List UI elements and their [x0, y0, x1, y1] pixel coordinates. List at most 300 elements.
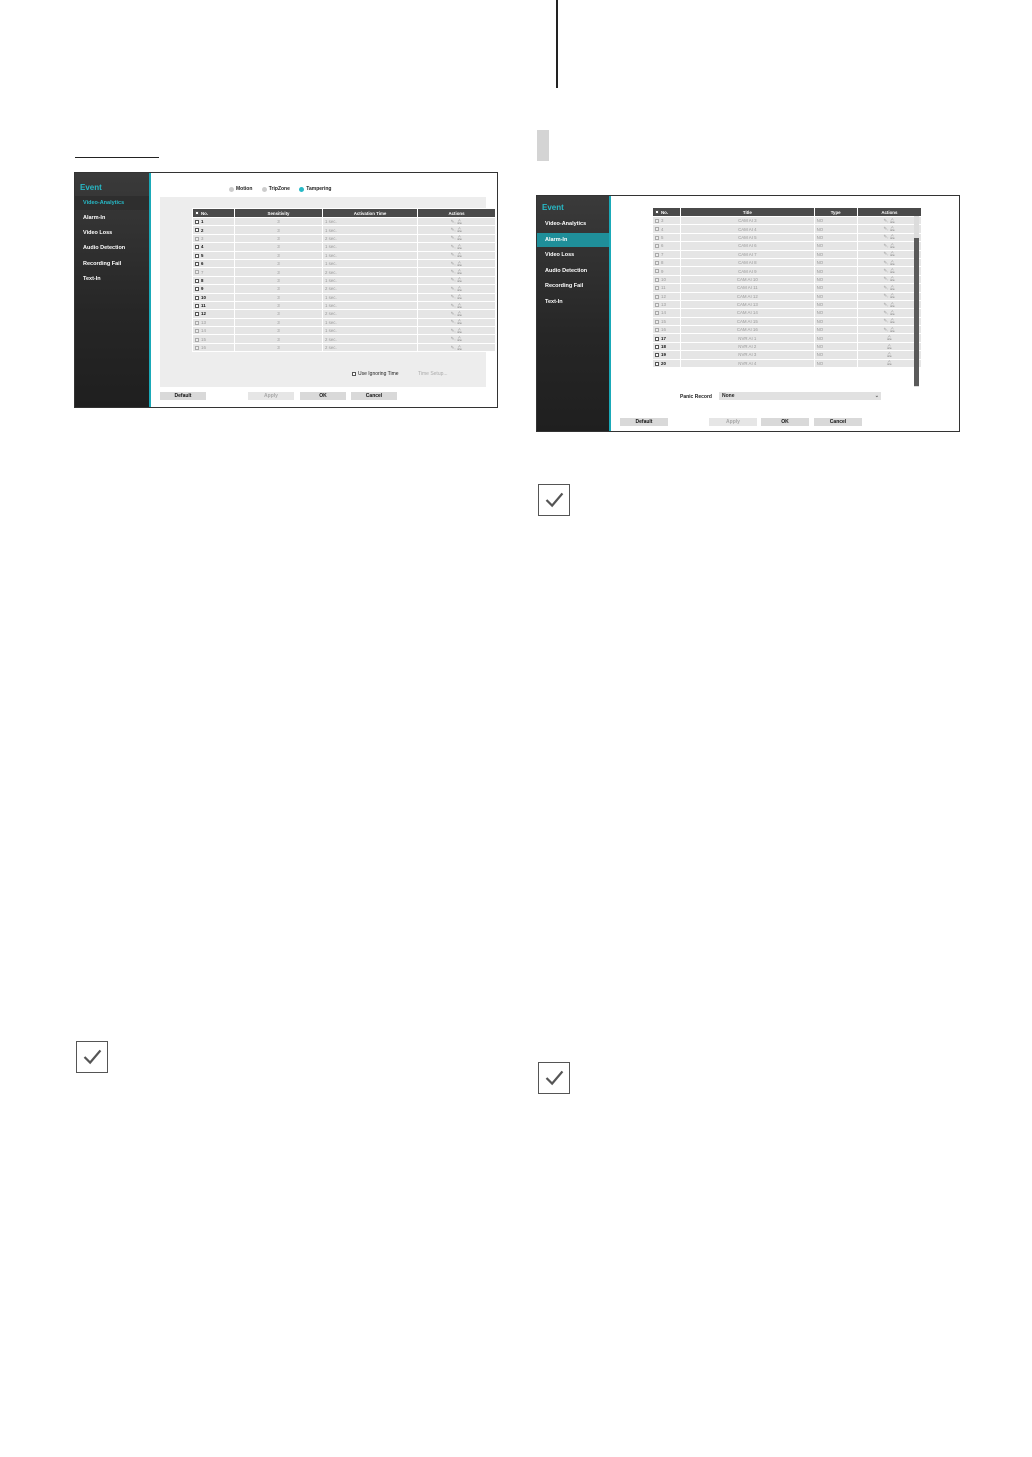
- bell-icon[interactable]: 🔔︎: [889, 309, 896, 315]
- activation-time-cell[interactable]: 2 sec.: [323, 343, 418, 351]
- row-number[interactable]: [193, 276, 235, 284]
- row-checkbox[interactable]: [195, 270, 199, 274]
- sensitivity-cell[interactable]: 3: [235, 301, 323, 309]
- bell-icon[interactable]: 🔔︎: [889, 326, 896, 332]
- row-checkbox[interactable]: [655, 362, 659, 366]
- actions-cell[interactable]: ✎, 🔔︎: [857, 233, 921, 241]
- actions-cell[interactable]: ✎, 🔔︎: [857, 217, 921, 225]
- edit-icon[interactable]: ✎: [883, 259, 888, 265]
- sidebar-item-video-loss[interactable]: Video Loss: [545, 252, 575, 258]
- actions-cell[interactable]: ✎, 🔔︎: [418, 285, 496, 293]
- bell-icon[interactable]: 🔔︎: [889, 268, 896, 274]
- ok-button[interactable]: OK: [761, 418, 809, 426]
- row-checkbox[interactable]: [195, 262, 199, 266]
- row-checkbox[interactable]: [655, 337, 659, 341]
- sensitivity-cell[interactable]: 3: [235, 218, 323, 226]
- edit-icon[interactable]: ✎: [883, 226, 888, 232]
- bell-icon[interactable]: 🔔︎: [456, 294, 463, 300]
- column-header-type[interactable]: Type: [814, 208, 857, 217]
- row-checkbox[interactable]: [195, 296, 199, 300]
- title-cell[interactable]: NVR AI 3: [681, 351, 814, 359]
- table-row[interactable]: [653, 309, 922, 317]
- row-checkbox[interactable]: [655, 353, 659, 357]
- row-checkbox[interactable]: [655, 320, 659, 324]
- sidebar-item-alarm-in[interactable]: Alarm-In: [83, 215, 106, 221]
- row-number[interactable]: [653, 317, 681, 325]
- sensitivity-cell[interactable]: 3: [235, 335, 323, 343]
- actions-cell[interactable]: ✎, 🔔︎: [857, 317, 921, 325]
- bell-icon[interactable]: 🔔︎: [456, 310, 463, 316]
- edit-icon[interactable]: ✎: [450, 327, 455, 333]
- apply-button[interactable]: Apply: [248, 392, 294, 400]
- edit-icon[interactable]: ✎: [883, 326, 888, 332]
- row-number[interactable]: [193, 293, 235, 301]
- actions-cell[interactable]: ✎, 🔔︎: [857, 275, 921, 283]
- type-cell[interactable]: NO: [814, 275, 857, 283]
- bell-icon[interactable]: 🔔︎: [456, 336, 463, 342]
- use-ignoring-time-option[interactable]: [352, 371, 399, 377]
- actions-cell[interactable]: ✎, 🔔︎: [418, 301, 496, 309]
- row-number[interactable]: [193, 327, 235, 335]
- bell-icon[interactable]: 🔔︎: [889, 293, 896, 299]
- tab-tampering[interactable]: [299, 186, 331, 192]
- bell-icon[interactable]: 🔔︎: [456, 260, 463, 266]
- table-row[interactable]: [193, 243, 496, 251]
- title-cell[interactable]: CAM AI 12: [681, 292, 814, 300]
- row-number[interactable]: [653, 342, 681, 350]
- title-cell[interactable]: NVR AI 2: [681, 342, 814, 350]
- edit-icon[interactable]: ✎: [883, 301, 888, 307]
- row-checkbox[interactable]: [655, 303, 659, 307]
- row-checkbox[interactable]: [195, 254, 199, 258]
- sidebar-item-recording-fail[interactable]: Recording Fail: [545, 283, 584, 289]
- table-row[interactable]: [193, 234, 496, 242]
- scrollbar-thumb[interactable]: [914, 238, 919, 386]
- row-checkbox[interactable]: [655, 286, 659, 290]
- default-button[interactable]: Default: [160, 392, 206, 400]
- table-row[interactable]: [653, 326, 922, 334]
- actions-cell[interactable]: ✎, 🔔︎: [418, 234, 496, 242]
- row-checkbox[interactable]: [655, 269, 659, 273]
- sensitivity-cell[interactable]: 3: [235, 234, 323, 242]
- actions-cell[interactable]: ✎, 🔔︎: [857, 326, 921, 334]
- edit-icon[interactable]: ✎: [450, 227, 455, 233]
- row-checkbox[interactable]: [655, 328, 659, 332]
- actions-cell[interactable]: ✎, 🔔︎: [418, 276, 496, 284]
- sensitivity-cell[interactable]: 3: [235, 251, 323, 259]
- table-row[interactable]: [193, 293, 496, 301]
- row-number[interactable]: [653, 267, 681, 275]
- table-row[interactable]: [193, 310, 496, 318]
- actions-cell[interactable]: ✎, 🔔︎: [418, 243, 496, 251]
- bell-icon[interactable]: 🔔︎: [456, 327, 463, 333]
- type-cell[interactable]: NO: [814, 342, 857, 350]
- table-row[interactable]: [193, 251, 496, 259]
- table-row[interactable]: [653, 351, 922, 359]
- sensitivity-cell[interactable]: 3: [235, 268, 323, 276]
- row-checkbox[interactable]: [195, 287, 199, 291]
- table-row[interactable]: [193, 285, 496, 293]
- bell-icon[interactable]: 🔔︎: [889, 318, 896, 324]
- row-number[interactable]: [653, 309, 681, 317]
- row-checkbox[interactable]: [655, 244, 659, 248]
- table-row[interactable]: [193, 301, 496, 309]
- bell-icon[interactable]: 🔔︎: [456, 302, 463, 308]
- title-cell[interactable]: CAM AI 5: [681, 233, 814, 241]
- table-row[interactable]: [653, 300, 922, 308]
- type-cell[interactable]: NO: [814, 267, 857, 275]
- edit-icon[interactable]: ✎: [450, 336, 455, 342]
- row-checkbox[interactable]: [195, 245, 199, 249]
- row-checkbox[interactable]: [195, 312, 199, 316]
- row-number[interactable]: [653, 242, 681, 250]
- row-checkbox[interactable]: [195, 304, 199, 308]
- bell-icon[interactable]: 🔔︎: [456, 252, 463, 258]
- activation-time-cell[interactable]: 1 sec.: [323, 251, 418, 259]
- edit-icon[interactable]: ✎: [450, 252, 455, 258]
- actions-cell[interactable]: ✎, 🔔︎: [857, 284, 921, 292]
- bell-icon[interactable]: 🔔︎: [889, 276, 896, 282]
- title-cell[interactable]: NVR AI 1: [681, 334, 814, 342]
- actions-cell[interactable]: ✎, 🔔︎: [418, 310, 496, 318]
- sidebar-item-alarm-in[interactable]: Alarm-In: [537, 233, 609, 247]
- bell-icon[interactable]: 🔔︎: [886, 360, 893, 366]
- column-header-title[interactable]: Title: [681, 208, 814, 217]
- title-cell[interactable]: CAM AI 13: [681, 300, 814, 308]
- row-number[interactable]: [193, 335, 235, 343]
- row-number[interactable]: [193, 251, 235, 259]
- table-row[interactable]: [653, 250, 922, 258]
- sensitivity-cell[interactable]: 3: [235, 243, 323, 251]
- bell-icon[interactable]: 🔔︎: [456, 319, 463, 325]
- activation-time-cell[interactable]: 2 sec.: [323, 310, 418, 318]
- table-row[interactable]: [193, 259, 496, 267]
- table-row[interactable]: [653, 217, 922, 225]
- type-cell[interactable]: NO: [814, 317, 857, 325]
- edit-icon[interactable]: ✎: [450, 235, 455, 241]
- activation-time-cell[interactable]: 1 sec.: [323, 259, 418, 267]
- actions-cell[interactable]: ✎, 🔔︎: [418, 226, 496, 234]
- actions-cell[interactable]: ✎, 🔔︎: [857, 309, 921, 317]
- row-number[interactable]: [653, 217, 681, 225]
- edit-icon[interactable]: ✎: [883, 284, 888, 290]
- type-cell[interactable]: NO: [814, 334, 857, 342]
- row-number[interactable]: [193, 318, 235, 326]
- type-cell[interactable]: NO: [814, 309, 857, 317]
- actions-cell[interactable]: [857, 351, 921, 359]
- bell-icon[interactable]: 🔔︎: [456, 277, 463, 283]
- row-number[interactable]: [193, 243, 235, 251]
- select-all-checkbox[interactable]: [195, 211, 199, 215]
- edit-icon[interactable]: ✎: [883, 318, 888, 324]
- table-row[interactable]: [653, 267, 922, 275]
- activation-time-cell[interactable]: 1 sec.: [323, 327, 418, 335]
- type-cell[interactable]: NO: [814, 217, 857, 225]
- bell-icon[interactable]: 🔔︎: [886, 351, 893, 357]
- edit-icon[interactable]: ✎: [883, 242, 888, 248]
- edit-icon[interactable]: ✎: [450, 218, 455, 224]
- row-number[interactable]: [653, 292, 681, 300]
- bell-icon[interactable]: 🔔︎: [889, 242, 896, 248]
- activation-time-cell[interactable]: 2 sec.: [323, 285, 418, 293]
- bell-icon[interactable]: 🔔︎: [456, 269, 463, 275]
- sidebar-item-recording-fail[interactable]: Recording Fail: [83, 261, 122, 267]
- actions-cell[interactable]: ✎, 🔔︎: [857, 292, 921, 300]
- sensitivity-cell[interactable]: 3: [235, 293, 323, 301]
- edit-icon[interactable]: ✎: [883, 276, 888, 282]
- bell-icon[interactable]: 🔔︎: [889, 251, 896, 257]
- table-row[interactable]: [193, 335, 496, 343]
- row-number[interactable]: [193, 226, 235, 234]
- row-number[interactable]: [193, 301, 235, 309]
- row-checkbox[interactable]: [655, 227, 659, 231]
- actions-cell[interactable]: ✎, 🔔︎: [857, 225, 921, 233]
- bell-icon[interactable]: 🔔︎: [889, 284, 896, 290]
- row-number[interactable]: [653, 326, 681, 334]
- activation-time-cell[interactable]: 2 sec.: [323, 234, 418, 242]
- sidebar-item-video-analytics[interactable]: Video-Analytics: [545, 221, 587, 227]
- bell-icon[interactable]: 🔔︎: [456, 344, 463, 350]
- row-number[interactable]: [653, 250, 681, 258]
- time-setup-button[interactable]: Time Setup...: [418, 371, 448, 377]
- activation-time-cell[interactable]: 1 sec.: [323, 243, 418, 251]
- activation-time-cell[interactable]: 1 sec.: [323, 293, 418, 301]
- bell-icon[interactable]: 🔔︎: [889, 217, 896, 223]
- bell-icon[interactable]: 🔔︎: [886, 343, 893, 349]
- actions-cell[interactable]: ✎, 🔔︎: [857, 258, 921, 266]
- bell-icon[interactable]: 🔔︎: [889, 259, 896, 265]
- default-button[interactable]: Default: [620, 418, 668, 426]
- title-cell[interactable]: CAM AI 4: [681, 225, 814, 233]
- activation-time-cell[interactable]: 1 sec.: [323, 318, 418, 326]
- sensitivity-cell[interactable]: 3: [235, 310, 323, 318]
- actions-cell[interactable]: ✎, 🔔︎: [857, 267, 921, 275]
- edit-icon[interactable]: ✎: [883, 268, 888, 274]
- sidebar-item-audio-detection[interactable]: Audio Detection: [83, 245, 126, 251]
- bell-icon[interactable]: 🔔︎: [456, 243, 463, 249]
- table-row[interactable]: [653, 258, 922, 266]
- row-checkbox[interactable]: [195, 329, 199, 333]
- ok-button[interactable]: OK: [300, 392, 346, 400]
- type-cell[interactable]: NO: [814, 326, 857, 334]
- column-header-no[interactable]: [193, 209, 235, 218]
- title-cell[interactable]: CAM AI 16: [681, 326, 814, 334]
- table-scrollbar[interactable]: [914, 216, 919, 387]
- row-checkbox[interactable]: [655, 219, 659, 223]
- sensitivity-cell[interactable]: 3: [235, 318, 323, 326]
- sidebar-item-video-analytics[interactable]: Video-Analytics: [75, 196, 149, 210]
- row-checkbox[interactable]: [195, 220, 199, 224]
- row-checkbox[interactable]: [655, 311, 659, 315]
- table-row[interactable]: [653, 334, 922, 342]
- sidebar-item-text-in[interactable]: Text-In: [83, 276, 101, 282]
- edit-icon[interactable]: ✎: [450, 319, 455, 325]
- table-row[interactable]: [653, 292, 922, 300]
- title-cell[interactable]: CAM AI 14: [681, 309, 814, 317]
- edit-icon[interactable]: ✎: [450, 294, 455, 300]
- actions-cell[interactable]: ✎, 🔔︎: [418, 251, 496, 259]
- edit-icon[interactable]: ✎: [450, 302, 455, 308]
- sensitivity-cell[interactable]: 3: [235, 285, 323, 293]
- table-row[interactable]: [653, 225, 922, 233]
- type-cell[interactable]: NO: [814, 233, 857, 241]
- title-cell[interactable]: CAM AI 3: [681, 217, 814, 225]
- sensitivity-cell[interactable]: 3: [235, 259, 323, 267]
- row-checkbox[interactable]: [655, 345, 659, 349]
- ignoring-time-checkbox[interactable]: [352, 372, 356, 376]
- type-cell[interactable]: NO: [814, 284, 857, 292]
- actions-cell[interactable]: ✎, 🔔︎: [418, 218, 496, 226]
- sidebar-item-video-loss[interactable]: Video Loss: [83, 230, 113, 236]
- table-row[interactable]: [653, 242, 922, 250]
- row-checkbox[interactable]: [195, 321, 199, 325]
- sensitivity-cell[interactable]: 3: [235, 276, 323, 284]
- row-checkbox[interactable]: [195, 237, 199, 241]
- bell-icon[interactable]: 🔔︎: [456, 218, 463, 224]
- activation-time-cell[interactable]: 1 sec.: [323, 301, 418, 309]
- column-header-no[interactable]: [653, 208, 681, 217]
- edit-icon[interactable]: ✎: [883, 234, 888, 240]
- row-checkbox[interactable]: [195, 346, 199, 350]
- column-header-actions[interactable]: Actions: [418, 209, 496, 218]
- row-number[interactable]: [653, 359, 681, 367]
- type-cell[interactable]: NO: [814, 258, 857, 266]
- title-cell[interactable]: CAM AI 10: [681, 275, 814, 283]
- bell-icon[interactable]: 🔔︎: [889, 301, 896, 307]
- edit-icon[interactable]: ✎: [883, 309, 888, 315]
- type-cell[interactable]: NO: [814, 292, 857, 300]
- edit-icon[interactable]: ✎: [450, 269, 455, 275]
- actions-cell[interactable]: ✎, 🔔︎: [418, 327, 496, 335]
- row-checkbox[interactable]: [655, 295, 659, 299]
- bell-icon[interactable]: 🔔︎: [889, 234, 896, 240]
- table-row[interactable]: [653, 317, 922, 325]
- title-cell[interactable]: CAM AI 7: [681, 250, 814, 258]
- row-number[interactable]: [193, 310, 235, 318]
- title-cell[interactable]: CAM AI 11: [681, 284, 814, 292]
- row-number[interactable]: [193, 218, 235, 226]
- actions-cell[interactable]: [857, 342, 921, 350]
- type-cell[interactable]: NO: [814, 225, 857, 233]
- actions-cell[interactable]: ✎, 🔔︎: [418, 318, 496, 326]
- table-row[interactable]: [193, 327, 496, 335]
- row-checkbox[interactable]: [655, 278, 659, 282]
- row-number[interactable]: [193, 268, 235, 276]
- bell-icon[interactable]: 🔔︎: [886, 335, 893, 341]
- table-row[interactable]: [193, 343, 496, 351]
- edit-icon[interactable]: ✎: [883, 293, 888, 299]
- activation-time-cell[interactable]: 1 sec.: [323, 226, 418, 234]
- actions-cell[interactable]: ✎, 🔔︎: [418, 293, 496, 301]
- bell-icon[interactable]: 🔔︎: [889, 226, 896, 232]
- table-row[interactable]: [193, 318, 496, 326]
- row-number[interactable]: [653, 233, 681, 241]
- cancel-button[interactable]: Cancel: [351, 392, 397, 400]
- sensitivity-cell[interactable]: 3: [235, 327, 323, 335]
- tab-motion[interactable]: [229, 186, 252, 192]
- row-number[interactable]: [653, 351, 681, 359]
- table-row[interactable]: [193, 276, 496, 284]
- type-cell[interactable]: NO: [814, 250, 857, 258]
- edit-icon[interactable]: ✎: [883, 217, 888, 223]
- row-number[interactable]: [193, 285, 235, 293]
- row-number[interactable]: [653, 225, 681, 233]
- edit-icon[interactable]: ✎: [450, 310, 455, 316]
- column-header-actions[interactable]: Actions: [857, 208, 921, 217]
- activation-time-cell[interactable]: 2 sec.: [323, 268, 418, 276]
- activation-time-cell[interactable]: 1 sec.: [323, 218, 418, 226]
- title-cell[interactable]: CAM AI 9: [681, 267, 814, 275]
- edit-icon[interactable]: ✎: [450, 285, 455, 291]
- title-cell[interactable]: CAM AI 8: [681, 258, 814, 266]
- table-row[interactable]: [193, 226, 496, 234]
- sidebar-item-audio-detection[interactable]: Audio Detection: [545, 268, 588, 274]
- type-cell[interactable]: NO: [814, 351, 857, 359]
- sensitivity-cell[interactable]: 3: [235, 343, 323, 351]
- row-number[interactable]: [193, 259, 235, 267]
- title-cell[interactable]: CAM AI 15: [681, 317, 814, 325]
- type-cell[interactable]: NO: [814, 242, 857, 250]
- table-row[interactable]: [653, 275, 922, 283]
- row-number[interactable]: [193, 234, 235, 242]
- row-number[interactable]: [193, 343, 235, 351]
- row-number[interactable]: [653, 334, 681, 342]
- sidebar-item-text-in[interactable]: Text-In: [545, 299, 563, 305]
- bell-icon[interactable]: 🔔︎: [456, 227, 463, 233]
- panic-record-select[interactable]: [719, 392, 881, 400]
- actions-cell[interactable]: ✎, 🔔︎: [857, 242, 921, 250]
- row-checkbox[interactable]: [655, 253, 659, 257]
- actions-cell[interactable]: ✎, 🔔︎: [418, 343, 496, 351]
- edit-icon[interactable]: ✎: [450, 260, 455, 266]
- column-header-activation-time[interactable]: Activation Time: [323, 209, 418, 218]
- table-row[interactable]: [653, 233, 922, 241]
- row-checkbox[interactable]: [195, 279, 199, 283]
- actions-cell[interactable]: ✎, 🔔︎: [418, 268, 496, 276]
- apply-button[interactable]: Apply: [709, 418, 757, 426]
- row-checkbox[interactable]: [195, 338, 199, 342]
- table-row[interactable]: [653, 342, 922, 350]
- table-row[interactable]: [193, 218, 496, 226]
- row-number[interactable]: [653, 275, 681, 283]
- type-cell[interactable]: NO: [814, 359, 857, 367]
- sensitivity-cell[interactable]: 3: [235, 226, 323, 234]
- select-all-checkbox[interactable]: [655, 210, 659, 214]
- title-cell[interactable]: NVR AI 4: [681, 359, 814, 367]
- row-number[interactable]: [653, 258, 681, 266]
- row-checkbox[interactable]: [195, 228, 199, 232]
- actions-cell[interactable]: ✎, 🔔︎: [857, 300, 921, 308]
- bell-icon[interactable]: 🔔︎: [456, 285, 463, 291]
- row-number[interactable]: [653, 284, 681, 292]
- table-row[interactable]: [653, 284, 922, 292]
- row-checkbox[interactable]: [655, 236, 659, 240]
- edit-icon[interactable]: ✎: [450, 243, 455, 249]
- actions-cell[interactable]: [857, 359, 921, 367]
- row-checkbox[interactable]: [655, 261, 659, 265]
- actions-cell[interactable]: ✎, 🔔︎: [857, 250, 921, 258]
- type-cell[interactable]: NO: [814, 300, 857, 308]
- edit-icon[interactable]: ✎: [450, 344, 455, 350]
- activation-time-cell[interactable]: 2 sec.: [323, 335, 418, 343]
- actions-cell[interactable]: ✎, 🔔︎: [418, 259, 496, 267]
- bell-icon[interactable]: 🔔︎: [456, 235, 463, 241]
- actions-cell[interactable]: [857, 334, 921, 342]
- table-row[interactable]: [653, 359, 922, 367]
- tab-tripzone[interactable]: [262, 186, 290, 192]
- column-header-sensitivity[interactable]: Sensitivity: [235, 209, 323, 218]
- cancel-button[interactable]: Cancel: [814, 418, 862, 426]
